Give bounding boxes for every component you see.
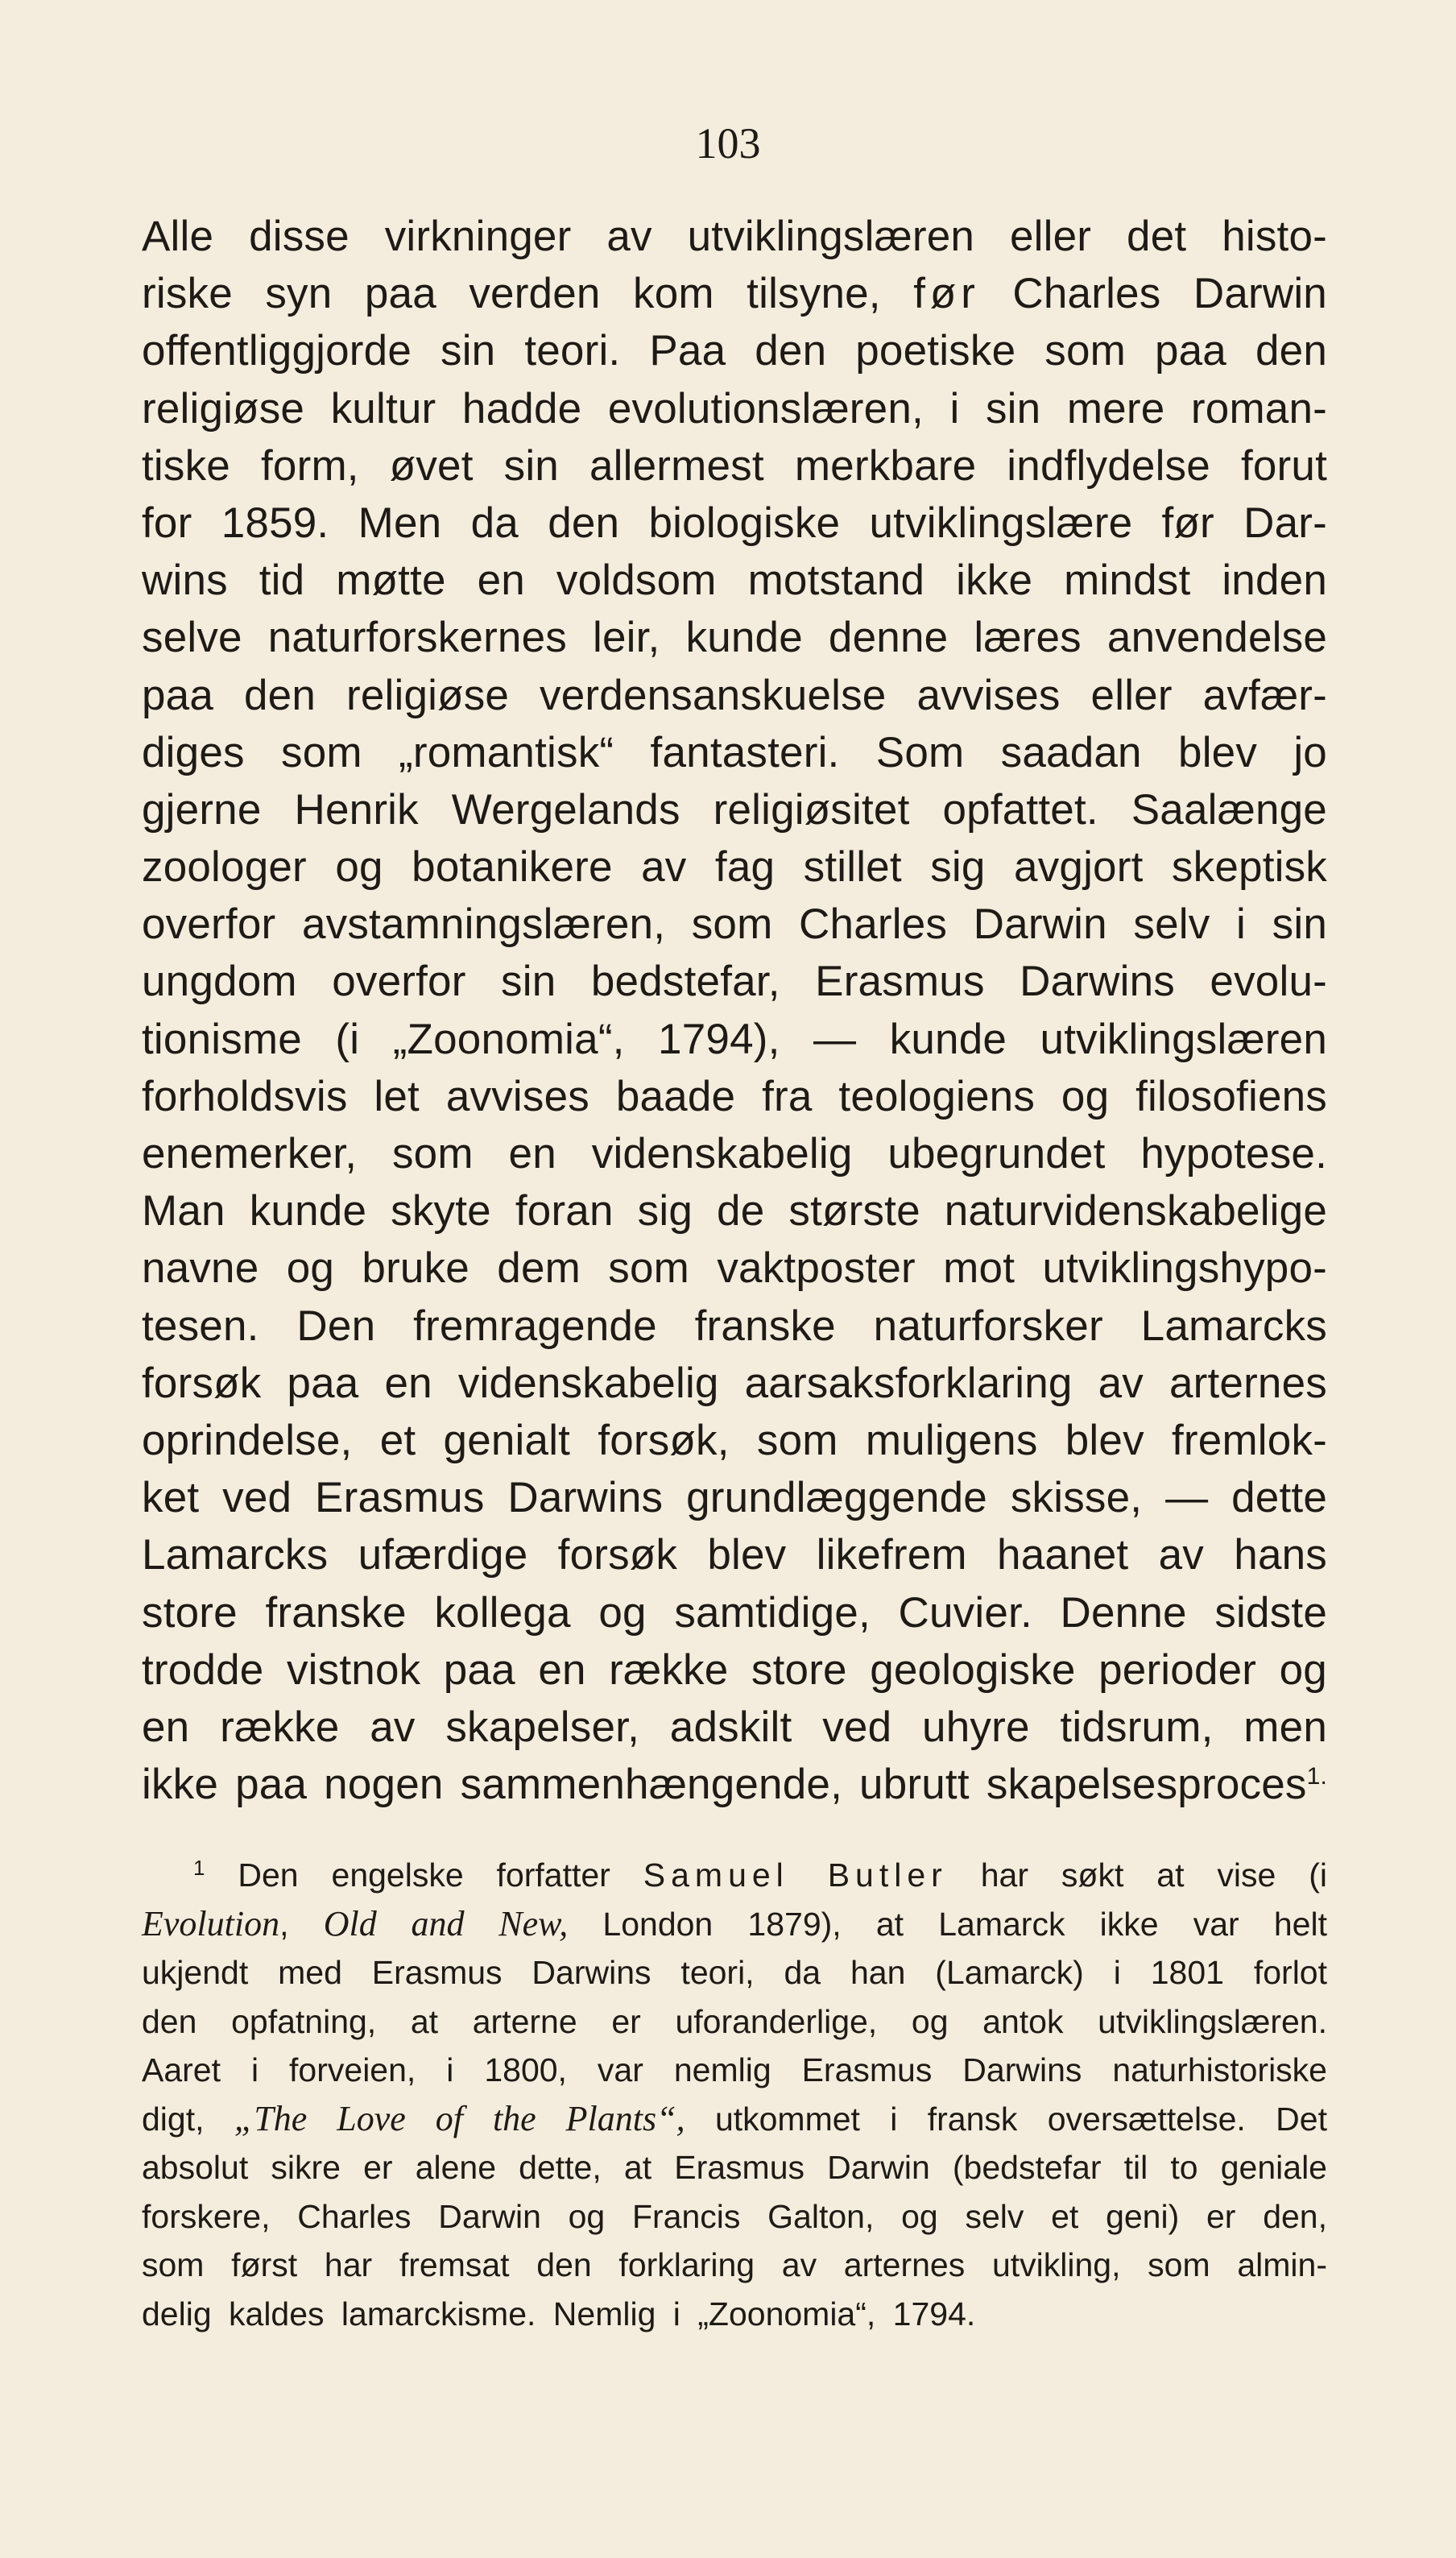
work-title: Evolution xyxy=(142,1903,280,1943)
main-text xyxy=(142,208,1327,1813)
text-line: en række av skapelser, adskilt ved uhyre tidsrum, men xyxy=(142,1703,1327,1751)
text-line: offentliggjorde sin teori. Paa den poetiske som paa den xyxy=(142,327,1327,375)
text-line: forholdsvis let avvises baade fra teologiens og filosofiens xyxy=(142,1072,1327,1120)
text-line: for 1859. Men da den biologiske utviklingslære før Dar- xyxy=(142,499,1327,547)
text-segment: London 1879), at Lamarck ikke var helt xyxy=(602,1905,1327,1943)
text-line: tesen. Den fremragende franske naturforsker Lamarcks xyxy=(142,1302,1327,1350)
footnote-line: absolut sikre er alene dette, at Erasmus Darwin (bedstefar til to geniale xyxy=(142,2149,1327,2186)
text-line: Man kunde skyte foran sig de største naturvidenskabelige xyxy=(142,1187,1327,1236)
footnote-line: som først har fremsat den forklaring av arternes utvikling, som almin- xyxy=(142,2246,1327,2283)
text-segment: ikke paa nogen sammenhængende, ubrutt skapelsesproces xyxy=(142,1761,1307,1809)
text-segment: riske syn paa verden kom tilsyne, xyxy=(142,270,881,318)
footnote-line xyxy=(142,2095,1327,2144)
text-line: paa den religiøse verdensanskuelse avvises eller avfær- xyxy=(142,671,1327,719)
text-line: Alle disse virkninger av utviklingslæren eller det histo- xyxy=(142,213,1327,260)
text-line: tionisme (i „Zoonomia“, 1794), — kunde utviklingslæren xyxy=(142,1015,1327,1063)
text-line: store franske kollega og samtidige, Cuvier. Denne sidste xyxy=(142,1588,1327,1637)
text-line: navne og bruke dem som vaktposter mot utviklingshypo- xyxy=(142,1244,1327,1293)
text-line: religiøse kultur hadde evolutionslæren, i sin mere roman- xyxy=(142,384,1327,433)
work-title: Old and New, xyxy=(323,1903,569,1943)
text-line: ket ved Erasmus Darwins grundlæggende skisse, — dette xyxy=(142,1474,1327,1522)
text-line: gjerne Henrik Wergelands religiøsitet opfattet. Saalænge xyxy=(142,785,1327,834)
footnote xyxy=(142,1851,1327,2338)
text-line: Lamarcks ufærdige forsøk blev likefrem haanet av hans xyxy=(142,1531,1327,1579)
text-line: enemerker, som en videnskabelig ubegrundet hypotese. xyxy=(142,1130,1327,1178)
footnote-line: den opfatning, at arterne er uforanderlige, og antok utviklingslæren. xyxy=(142,2002,1327,2040)
footnote-line: forskere, Charles Darwin og Francis Galton, og selv et geni) er den, xyxy=(142,2197,1327,2235)
text-line: diges som „romantisk“ fantasteri. Som saadan blev jo xyxy=(142,728,1327,776)
text-line: wins tid møtte en voldsom motstand ikke mindst inden xyxy=(142,557,1327,605)
text-line xyxy=(142,1756,1327,1813)
footnote-marker: 1 xyxy=(193,1856,205,1880)
text-line: oprindelse, et genialt forsøk, som muligens blev fremlok- xyxy=(142,1416,1327,1464)
text-segment: har søkt at vise (i xyxy=(980,1856,1327,1894)
text-segment: , xyxy=(279,1905,289,1943)
text-line: selve naturforskernes leir, kunde denne læres anvendelse xyxy=(142,614,1327,662)
emphasized-word: før xyxy=(913,270,980,318)
footnote-reference: 1. xyxy=(1306,1763,1327,1790)
text-line xyxy=(142,265,1327,322)
text-line: overfor avstamningslæren, som Charles Darwin selv i sin xyxy=(142,900,1327,949)
text-segment: digt, xyxy=(142,2100,205,2138)
footnote-line: delig kaldes lamarckisme. Nemlig i „Zoonomia“, 1794. xyxy=(142,2295,976,2332)
page-number: 103 xyxy=(695,119,761,168)
text-line: trodde vistnok paa en række store geologiske perioder og xyxy=(142,1645,1327,1694)
footnote-line xyxy=(142,1900,1327,1949)
text-line: zoologer og botanikere av fag stillet sig avgjort skeptisk xyxy=(142,843,1327,892)
footnote-line: ukjendt med Erasmus Darwins teori, da han (Lamarck) i 1801 forlot xyxy=(142,1954,1327,1991)
footnote-line xyxy=(142,1851,1327,1900)
text-segment: utkommet i fransk oversættelse. Det xyxy=(714,2100,1327,2138)
text-segment: Charles Darwin xyxy=(1012,270,1327,318)
work-title: „The Love of the Plants“, xyxy=(234,2098,685,2138)
text-segment: Den engelske forfatter xyxy=(238,1856,610,1894)
text-line: forsøk paa en videnskabelig aarsaksforklaring av arternes xyxy=(142,1359,1327,1407)
author-name: Samuel Butler xyxy=(643,1856,948,1894)
footnote-line: Aaret i forveien, i 1800, var nemlig Erasmus Darwins naturhistoriske xyxy=(142,2051,1327,2088)
text-line: ungdom overfor sin bedstefar, Erasmus Darwins evolu- xyxy=(142,958,1327,1006)
text-line: tiske form, øvet sin allermest merkbare indflydelse forut xyxy=(142,441,1327,490)
